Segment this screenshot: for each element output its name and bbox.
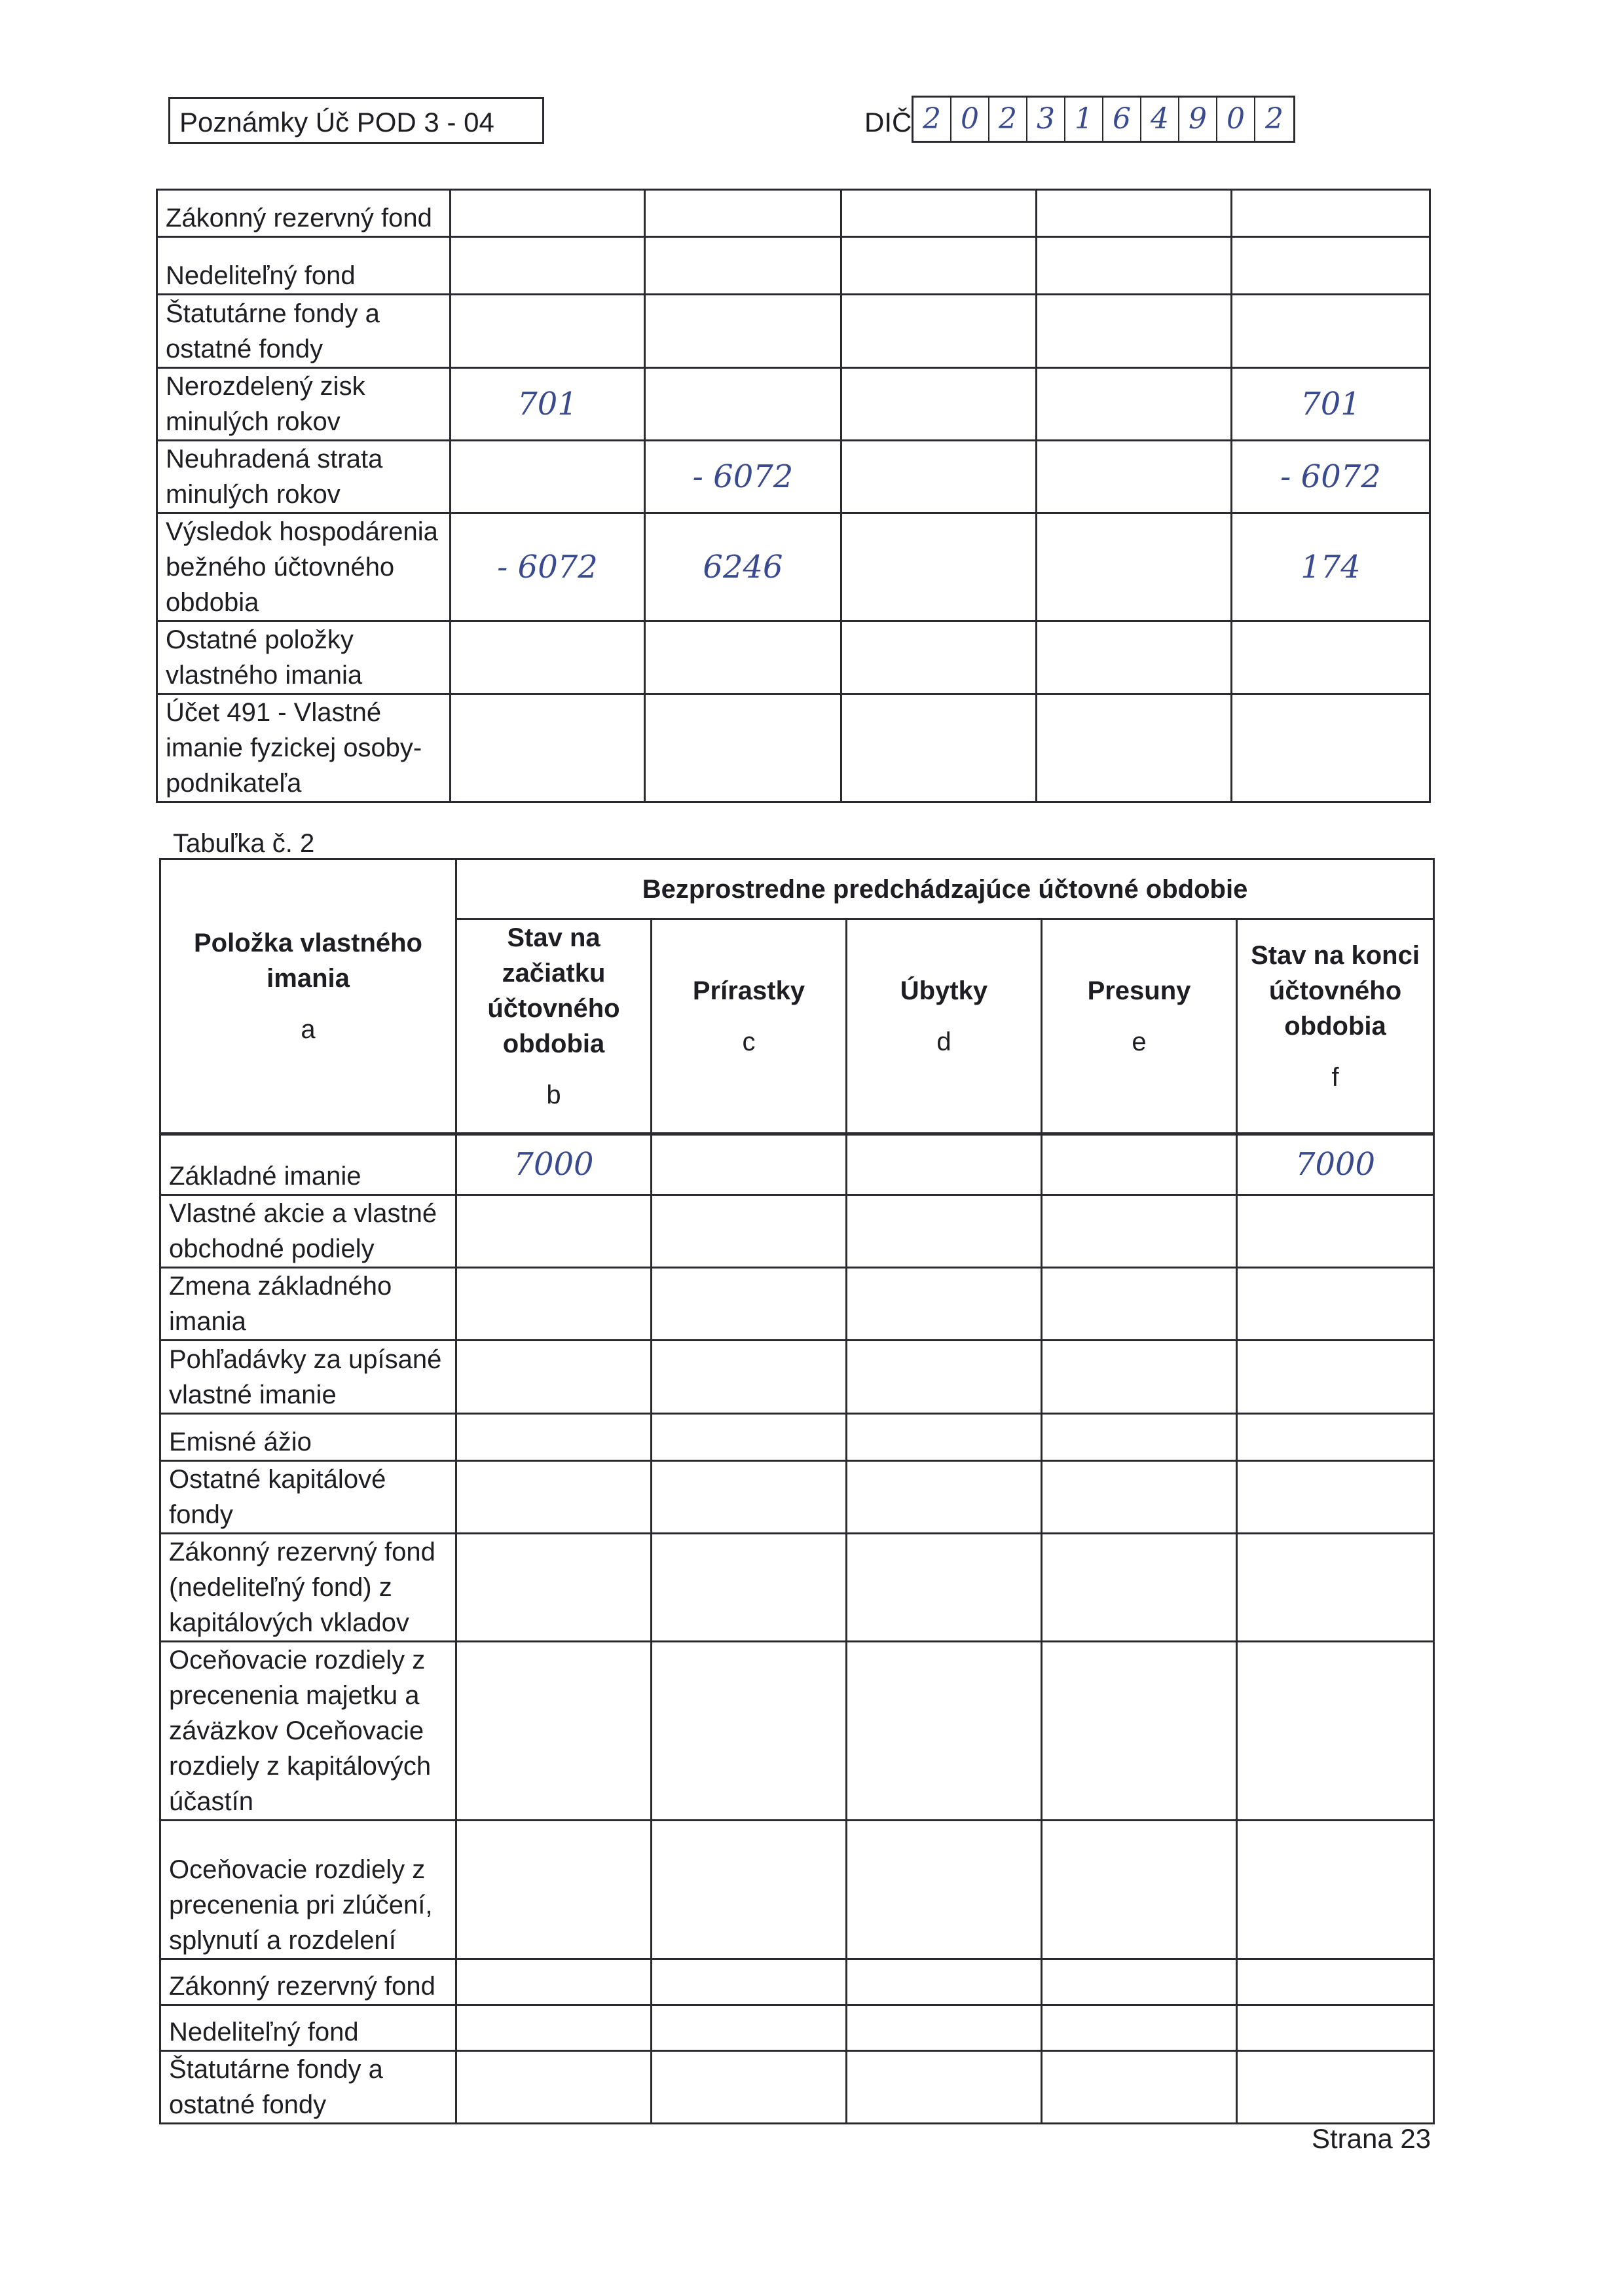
equity-table-previous bbox=[159, 858, 1435, 2124]
cell-increase[interactable] bbox=[652, 1820, 847, 1959]
table-row bbox=[160, 2050, 1434, 2123]
cell-start[interactable] bbox=[451, 190, 645, 237]
cell-increase[interactable] bbox=[652, 1413, 847, 1460]
cell-end[interactable] bbox=[1237, 1533, 1434, 1641]
dic-digit[interactable]: 2 bbox=[1265, 102, 1283, 136]
cell-transfer[interactable] bbox=[1042, 1267, 1237, 1340]
table-row bbox=[160, 2005, 1434, 2050]
cell-increase[interactable] bbox=[652, 2050, 847, 2123]
header-period: Bezprostredne predchádzajúce účtovné obdobie bbox=[456, 859, 1434, 919]
dic-digit[interactable]: 2 bbox=[913, 98, 951, 141]
cell-transfer[interactable] bbox=[1037, 295, 1232, 368]
header-increase bbox=[652, 919, 847, 1134]
cell-transfer[interactable] bbox=[1037, 513, 1232, 621]
cell-decrease[interactable] bbox=[847, 1134, 1042, 1194]
cell-end[interactable] bbox=[1237, 1413, 1434, 1460]
cell-end[interactable]: 7000 bbox=[1237, 1134, 1434, 1194]
cell-increase[interactable] bbox=[652, 1267, 847, 1340]
dic-digit[interactable]: 4 bbox=[1141, 98, 1179, 141]
cell-decrease[interactable] bbox=[847, 2050, 1042, 2123]
table-row bbox=[157, 237, 1430, 295]
cell-start[interactable] bbox=[451, 295, 645, 368]
column-letter: c bbox=[742, 1028, 756, 1056]
cell-end[interactable] bbox=[1232, 295, 1430, 368]
cell-end[interactable] bbox=[1237, 1267, 1434, 1340]
cell-decrease[interactable] bbox=[847, 1460, 1042, 1533]
cell-decrease[interactable] bbox=[847, 1641, 1042, 1820]
dic-digit[interactable]: 2 bbox=[989, 98, 1027, 141]
table-row bbox=[157, 368, 1430, 441]
table-row bbox=[157, 513, 1430, 621]
row-label: Základné imanie bbox=[160, 1134, 456, 1194]
row-label: Zákonný rezervný fond (nedeliteľný fond) z kapitálových vkladov bbox=[160, 1533, 456, 1641]
cell-transfer[interactable] bbox=[1037, 621, 1232, 694]
cell-decrease[interactable] bbox=[841, 441, 1037, 513]
row-label: Zákonný rezervný fond bbox=[157, 190, 451, 237]
table-row bbox=[160, 1959, 1434, 2005]
cell-transfer[interactable] bbox=[1042, 1340, 1237, 1413]
cell-start[interactable] bbox=[451, 237, 645, 295]
cell-end[interactable] bbox=[1237, 1959, 1434, 2005]
cell-transfer[interactable] bbox=[1037, 694, 1232, 802]
dic-digit[interactable]: 3 bbox=[1027, 98, 1065, 141]
row-label: Nerozdelený zisk minulých rokov bbox=[157, 368, 451, 441]
cell-decrease[interactable] bbox=[841, 368, 1037, 441]
row-label: Neuhradená strata minulých rokov bbox=[157, 441, 451, 513]
dic-label: DIČ bbox=[864, 107, 912, 138]
cell-start[interactable]: - 6072 bbox=[451, 513, 645, 621]
row-label: Emisné ážio bbox=[160, 1413, 456, 1460]
dic-digit[interactable]: 0 bbox=[1217, 98, 1255, 141]
cell-start[interactable] bbox=[456, 1267, 652, 1340]
cell-increase[interactable]: - 6072 bbox=[645, 441, 841, 513]
table-row bbox=[160, 1194, 1434, 1267]
table-caption: Tabuľka č. 2 bbox=[173, 829, 315, 858]
header-item: Položka vlastného imania a bbox=[160, 859, 456, 1134]
cell-end[interactable] bbox=[1237, 2050, 1434, 2123]
cell-increase[interactable] bbox=[645, 694, 841, 802]
cell-decrease[interactable] bbox=[847, 1267, 1042, 1340]
cell-end[interactable] bbox=[1237, 2005, 1434, 2050]
cell-increase[interactable] bbox=[645, 237, 841, 295]
cell-transfer[interactable] bbox=[1042, 1134, 1237, 1194]
row-label: Zákonný rezervný fond bbox=[160, 1959, 456, 2005]
cell-increase[interactable] bbox=[652, 2005, 847, 2050]
row-label: Vlastné akcie a vlastné obchodné podiely bbox=[160, 1194, 456, 1267]
dic-digit[interactable]: 0 bbox=[951, 98, 989, 141]
table-row bbox=[160, 1820, 1434, 1959]
column-letter: b bbox=[546, 1081, 561, 1109]
cell-start[interactable] bbox=[456, 1194, 652, 1267]
cell-transfer[interactable] bbox=[1042, 1460, 1237, 1533]
cell-end[interactable]: - 6072 bbox=[1232, 441, 1430, 513]
cell-end[interactable] bbox=[1232, 237, 1430, 295]
row-label: Oceňovacie rozdiely z precenenia majetku a záväzkov Oceňovacie rozdiely z kapitálových účastín bbox=[160, 1641, 456, 1820]
table-row bbox=[160, 1340, 1434, 1413]
row-label: Zmena základného imania bbox=[160, 1267, 456, 1340]
cell-decrease[interactable] bbox=[847, 1413, 1042, 1460]
table-row bbox=[160, 1533, 1434, 1641]
dic-digit[interactable]: 1 bbox=[1065, 98, 1103, 141]
header-end-label: Stav na konci účtovného obdobia bbox=[1251, 941, 1420, 1041]
cell-start[interactable] bbox=[451, 694, 645, 802]
cell-end[interactable] bbox=[1237, 1194, 1434, 1267]
cell-start[interactable] bbox=[456, 1460, 652, 1533]
cell-decrease[interactable] bbox=[841, 621, 1037, 694]
cell-decrease[interactable] bbox=[841, 694, 1037, 802]
cell-increase[interactable] bbox=[652, 1460, 847, 1533]
cell-start[interactable]: 7000 bbox=[456, 1134, 652, 1194]
cell-decrease[interactable] bbox=[841, 295, 1037, 368]
row-label: Nedeliteľný fond bbox=[160, 2005, 456, 2050]
cell-start[interactable] bbox=[456, 1641, 652, 1820]
cell-end[interactable] bbox=[1232, 190, 1430, 237]
cell-transfer[interactable] bbox=[1037, 190, 1232, 237]
cell-increase[interactable] bbox=[645, 295, 841, 368]
cell-decrease[interactable] bbox=[841, 237, 1037, 295]
cell-end[interactable] bbox=[1232, 694, 1430, 802]
table-row bbox=[160, 1413, 1434, 1460]
row-label: Nedeliteľný fond bbox=[157, 237, 451, 295]
row-label: Pohľadávky za upísané vlastné imanie bbox=[160, 1340, 456, 1413]
cell-end[interactable] bbox=[1232, 621, 1430, 694]
cell-transfer[interactable] bbox=[1042, 1533, 1237, 1641]
cell-decrease[interactable] bbox=[847, 1194, 1042, 1267]
cell-decrease[interactable] bbox=[847, 1340, 1042, 1413]
dic-field[interactable] bbox=[912, 96, 1295, 143]
cell-transfer[interactable] bbox=[1037, 441, 1232, 513]
cell-transfer[interactable] bbox=[1042, 2050, 1237, 2123]
header-transfer-label: Presuny bbox=[1087, 976, 1191, 1005]
cell-increase[interactable] bbox=[645, 621, 841, 694]
cell-start[interactable] bbox=[456, 1413, 652, 1460]
column-letter: a bbox=[301, 1015, 316, 1044]
cell-transfer[interactable] bbox=[1042, 1194, 1237, 1267]
cell-start[interactable] bbox=[456, 1533, 652, 1641]
table-row bbox=[160, 1460, 1434, 1533]
header-decrease-label: Úbytky bbox=[900, 976, 988, 1005]
cell-start[interactable]: 701 bbox=[451, 368, 645, 441]
row-label: Oceňovacie rozdiely z precenenia pri zlúčení, splynutí a rozdelení bbox=[160, 1820, 456, 1959]
cell-end[interactable] bbox=[1237, 1641, 1434, 1820]
table-row bbox=[160, 1267, 1434, 1340]
column-letter: e bbox=[1132, 1028, 1147, 1056]
row-label: Ostatné kapitálové fondy bbox=[160, 1460, 456, 1533]
cell-decrease[interactable] bbox=[847, 1820, 1042, 1959]
cell-transfer[interactable] bbox=[1042, 1820, 1237, 1959]
cell-start[interactable] bbox=[456, 2005, 652, 2050]
header-decrease bbox=[847, 919, 1042, 1134]
table-row bbox=[157, 441, 1430, 513]
cell-decrease[interactable] bbox=[841, 190, 1037, 237]
table-row bbox=[157, 295, 1430, 368]
row-label: Ostatné položky vlastného imania bbox=[157, 621, 451, 694]
cell-transfer[interactable] bbox=[1037, 368, 1232, 441]
cell-start[interactable] bbox=[456, 2050, 652, 2123]
header-end bbox=[1237, 919, 1434, 1134]
cell-decrease[interactable] bbox=[847, 2005, 1042, 2050]
table-row bbox=[157, 621, 1430, 694]
header-start-label: Stav na začiatku účtovného obdobia bbox=[487, 923, 620, 1058]
cell-increase[interactable] bbox=[645, 190, 841, 237]
cell-start[interactable] bbox=[451, 621, 645, 694]
cell-increase[interactable] bbox=[652, 1340, 847, 1413]
cell-increase[interactable] bbox=[652, 1959, 847, 2005]
cell-increase[interactable] bbox=[645, 368, 841, 441]
row-label: Účet 491 - Vlastné imanie fyzickej osoby-podnikateľa bbox=[157, 694, 451, 802]
cell-end[interactable]: 174 bbox=[1232, 513, 1430, 621]
dic-digit[interactable]: 6 bbox=[1103, 98, 1141, 141]
cell-increase[interactable] bbox=[652, 1641, 847, 1820]
cell-transfer[interactable] bbox=[1042, 2005, 1237, 2050]
row-label: Výsledok hospodárenia bežného účtovného obdobia bbox=[157, 513, 451, 621]
table-row bbox=[157, 190, 1430, 237]
cell-increase[interactable] bbox=[652, 1134, 847, 1194]
cell-increase[interactable] bbox=[652, 1194, 847, 1267]
cell-start[interactable] bbox=[456, 1340, 652, 1413]
dic-digit[interactable]: 9 bbox=[1179, 98, 1217, 141]
cell-decrease[interactable] bbox=[847, 1959, 1042, 2005]
table-row bbox=[160, 1134, 1434, 1194]
table-row bbox=[160, 1641, 1434, 1820]
cell-start[interactable] bbox=[456, 1959, 652, 2005]
cell-end[interactable] bbox=[1237, 1460, 1434, 1533]
header-transfer bbox=[1042, 919, 1237, 1134]
header-start bbox=[456, 919, 652, 1134]
page-number: Strana 23 bbox=[1312, 2123, 1431, 2154]
column-letter: d bbox=[936, 1028, 951, 1056]
cell-decrease[interactable] bbox=[841, 513, 1037, 621]
cell-transfer[interactable] bbox=[1037, 237, 1232, 295]
cell-start[interactable] bbox=[451, 441, 645, 513]
cell-start[interactable] bbox=[456, 1820, 652, 1959]
form-title: Poznámky Úč POD 3 - 04 bbox=[179, 107, 494, 138]
cell-end[interactable]: 701 bbox=[1232, 368, 1430, 441]
cell-transfer[interactable] bbox=[1042, 1641, 1237, 1820]
column-letter: f bbox=[1331, 1063, 1339, 1092]
cell-transfer[interactable] bbox=[1042, 1413, 1237, 1460]
header-increase-label: Prírastky bbox=[692, 976, 805, 1005]
row-label: Štatutárne fondy a ostatné fondy bbox=[157, 295, 451, 368]
cell-decrease[interactable] bbox=[847, 1533, 1042, 1641]
row-label: Štatutárne fondy a ostatné fondy bbox=[160, 2050, 456, 2123]
equity-table-current bbox=[156, 189, 1431, 803]
form-title-box bbox=[168, 97, 544, 144]
cell-increase[interactable] bbox=[652, 1533, 847, 1641]
cell-increase[interactable]: 6246 bbox=[645, 513, 841, 621]
cell-end[interactable] bbox=[1237, 1340, 1434, 1413]
cell-transfer[interactable] bbox=[1042, 1959, 1237, 2005]
table-row bbox=[157, 694, 1430, 802]
cell-end[interactable] bbox=[1237, 1820, 1434, 1959]
